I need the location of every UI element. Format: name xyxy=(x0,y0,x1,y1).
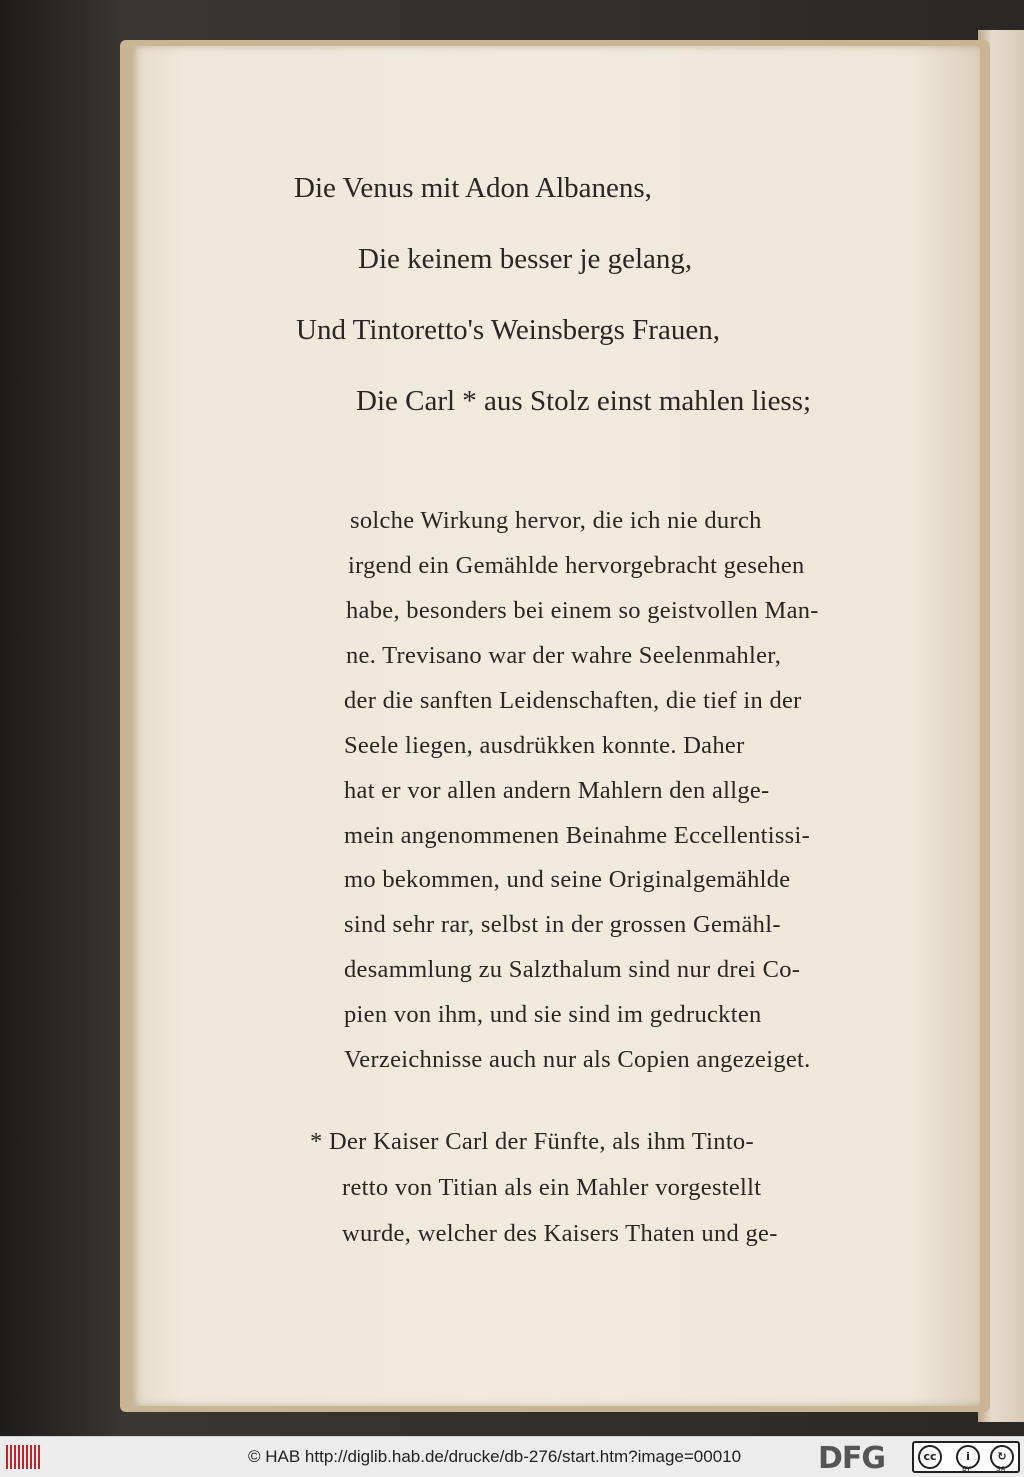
sa-icon: ↻ xyxy=(990,1445,1014,1469)
cc-icon: cc xyxy=(918,1445,942,1469)
prose-line: habe, besonders bei einem so geistvollen Man- xyxy=(346,597,819,624)
prose-line: mein angenommenen Beinahme Eccellentissi- xyxy=(344,822,811,849)
prose-line: hat er vor allen andern Mahlern den allge- xyxy=(344,777,770,804)
footnote-line: retto von Titian als ein Mahler vorgestellt xyxy=(342,1174,762,1201)
by-label: BY xyxy=(962,1465,971,1473)
prose-line: desammlung zu Salzthalum sind nur drei Co- xyxy=(344,956,801,983)
prose-line: Verzeichnisse auch nur als Copien angezeiget. xyxy=(344,1046,811,1073)
verse-line: Die keinem besser je gelang, xyxy=(358,243,693,275)
prose-line: sind sehr rar, selbst in der grossen Gemähl- xyxy=(344,911,781,938)
sa-label: SA xyxy=(996,1465,1006,1473)
prose-line: pien von ihm, und sie sind im gedruckten xyxy=(344,1001,762,1028)
footnote-line: * Der Kaiser Carl der Fünfte, als ihm Tinto- xyxy=(310,1128,754,1155)
prose-line: mo bekommen, und seine Originalgemählde xyxy=(344,866,791,893)
viewer-footer xyxy=(0,1436,1024,1477)
copyright-credit[interactable]: © HAB http://diglib.hab.de/drucke/db-276/start.htm?image=00010 xyxy=(248,1447,742,1466)
prose-line: Seele liegen, ausdrükken konnte. Daher xyxy=(344,732,745,759)
verse-line: Die Carl * aus Stolz einst mahlen liess; xyxy=(356,385,812,417)
prose-line: der die sanften Leidenschaften, die tief in der xyxy=(344,687,802,714)
by-icon: i xyxy=(956,1445,980,1469)
dfg-logo[interactable]: DFG xyxy=(818,1441,886,1476)
cc-license-badge[interactable] xyxy=(912,1441,1020,1473)
library-barcode-icon xyxy=(6,1445,46,1469)
prose-line: irgend ein Gemählde hervorgebracht gesehen xyxy=(348,552,805,579)
verse-line: Und Tintoretto's Weinsbergs Frauen, xyxy=(296,314,720,346)
prose-line: solche Wirkung hervor, die ich nie durch xyxy=(350,507,762,534)
prose-line: ne. Trevisano war der wahre Seelenmahler, xyxy=(346,642,782,669)
verse-line: Die Venus mit Adon Albanens, xyxy=(294,172,652,204)
footnote-line: wurde, welcher des Kaisers Thaten und ge- xyxy=(342,1220,778,1247)
